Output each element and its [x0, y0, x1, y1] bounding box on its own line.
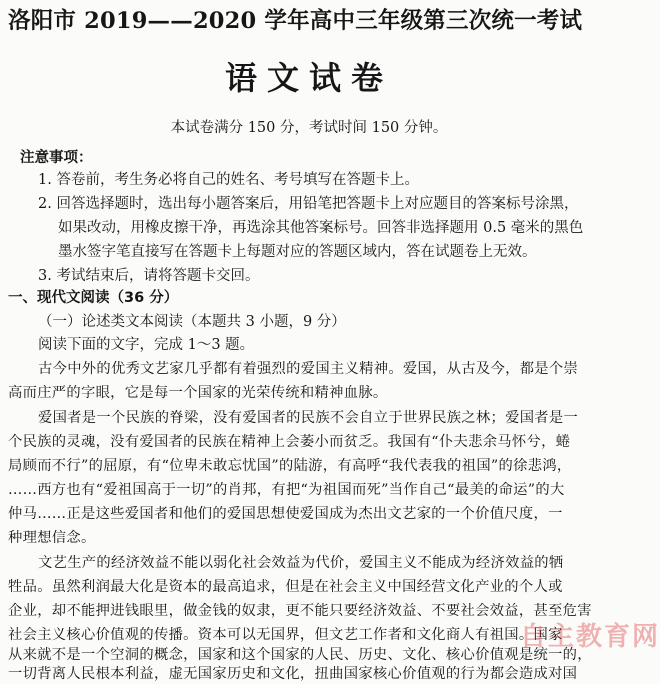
subject-title: 语文试卷	[224, 59, 393, 97]
passage-line: 企业，却不能押进钱眼里，做金钱的奴隶，更不能只要经济效益、不要社会效益，甚至危害	[8, 603, 592, 619]
exam-info: 本试卷满分 150 分，考试时间 150 分钟。	[170, 120, 448, 136]
notice-line: 2. 回答选择题时，选出每小题答案后，用铅笔把答题卡上对应题目的答案标号涂黑，	[38, 196, 579, 212]
passage-line: 局顾而不行”的屈原，有“位卑未敢忘忧国”的陆游，有高呼“我代表我的祖国”的徐悲鸿，	[8, 458, 572, 474]
notice-line: 3. 考试结束后，请将答题卡交回。	[38, 268, 260, 284]
passage-line: 高而庄严的字眼，它是每一个国家的光荣传统和精神血脉。	[8, 385, 388, 401]
passage-line: 仲马……正是这些爱国者和他们的爱国思想使爱国成为杰出文艺家的一个价值尺度，一	[8, 506, 563, 522]
reading-instruction: 阅读下面的文字，完成 1～3 题。	[38, 337, 255, 353]
notice-line: 如果改动，用橡皮擦干净，再选涂其他答案标号。回答非选择题用 0.5 毫米的黑色	[58, 220, 584, 236]
passage-line: 文艺生产的经济效益不能以弱化社会效益为代价，爱国主义不能成为经济效益的牺	[38, 555, 564, 571]
passage-line: 牲品。虽然利润最大化是资本的最高追求，但是在社会主义中国经营文化产业的个人或	[8, 579, 563, 595]
passage-line: 古今中外的优秀文艺家几乎都有着强烈的爱国主义精神。爱国，从古及今，都是个崇	[38, 361, 579, 377]
passage-line: 从来就不是一个空洞的概念，国家和这个国家的人民、历史、文化、核心价值观是统一的，	[8, 647, 592, 663]
passage-line: 个民族的灵魂，没有爱国者的民族在精神上会萎小而贫乏。我国有“仆夫悲余马怀兮，蜷	[8, 434, 571, 450]
watermark-text: 自主教育网	[520, 622, 660, 652]
notice-heading: 注意事项：	[20, 150, 93, 166]
passage-line: 一切背离人民根本利益，虚无国家历史和文化，扭曲国家核心价值观的行为都会造成对国	[8, 666, 578, 682]
passage-line: 种理想信念。	[8, 530, 96, 546]
notice-line: 墨水签字笔直接写在答题卡上每题对应的答题区域内，答在试题卷上无效。	[58, 244, 537, 260]
notice-line: 1. 答卷前，考生务必将自己的姓名、考号填写在答题卡上。	[38, 172, 419, 188]
passage-line: ……西方也有“爱祖国高于一切”的肖邦，有把“为祖国而死”当作自己“最美的命运”的大	[8, 482, 565, 498]
sub-section-heading: （一）论述类文本阅读（本题共 3 小题，9 分）	[38, 314, 346, 330]
passage-line: 社会主义核心价值观的传播。资本可以无国界，但文艺工作者和文化商人有祖国。国家	[8, 627, 563, 643]
passage-line: 爱国者是一个民族的脊梁，没有爱国者的民族不会自立于世界民族之林；爱国者是一	[38, 410, 579, 426]
exam-title: 洛阳市 2019——2020 学年高中三年级第三次统一考试	[8, 8, 583, 34]
section-heading: 一、现代文阅读（36 分）	[8, 290, 179, 306]
